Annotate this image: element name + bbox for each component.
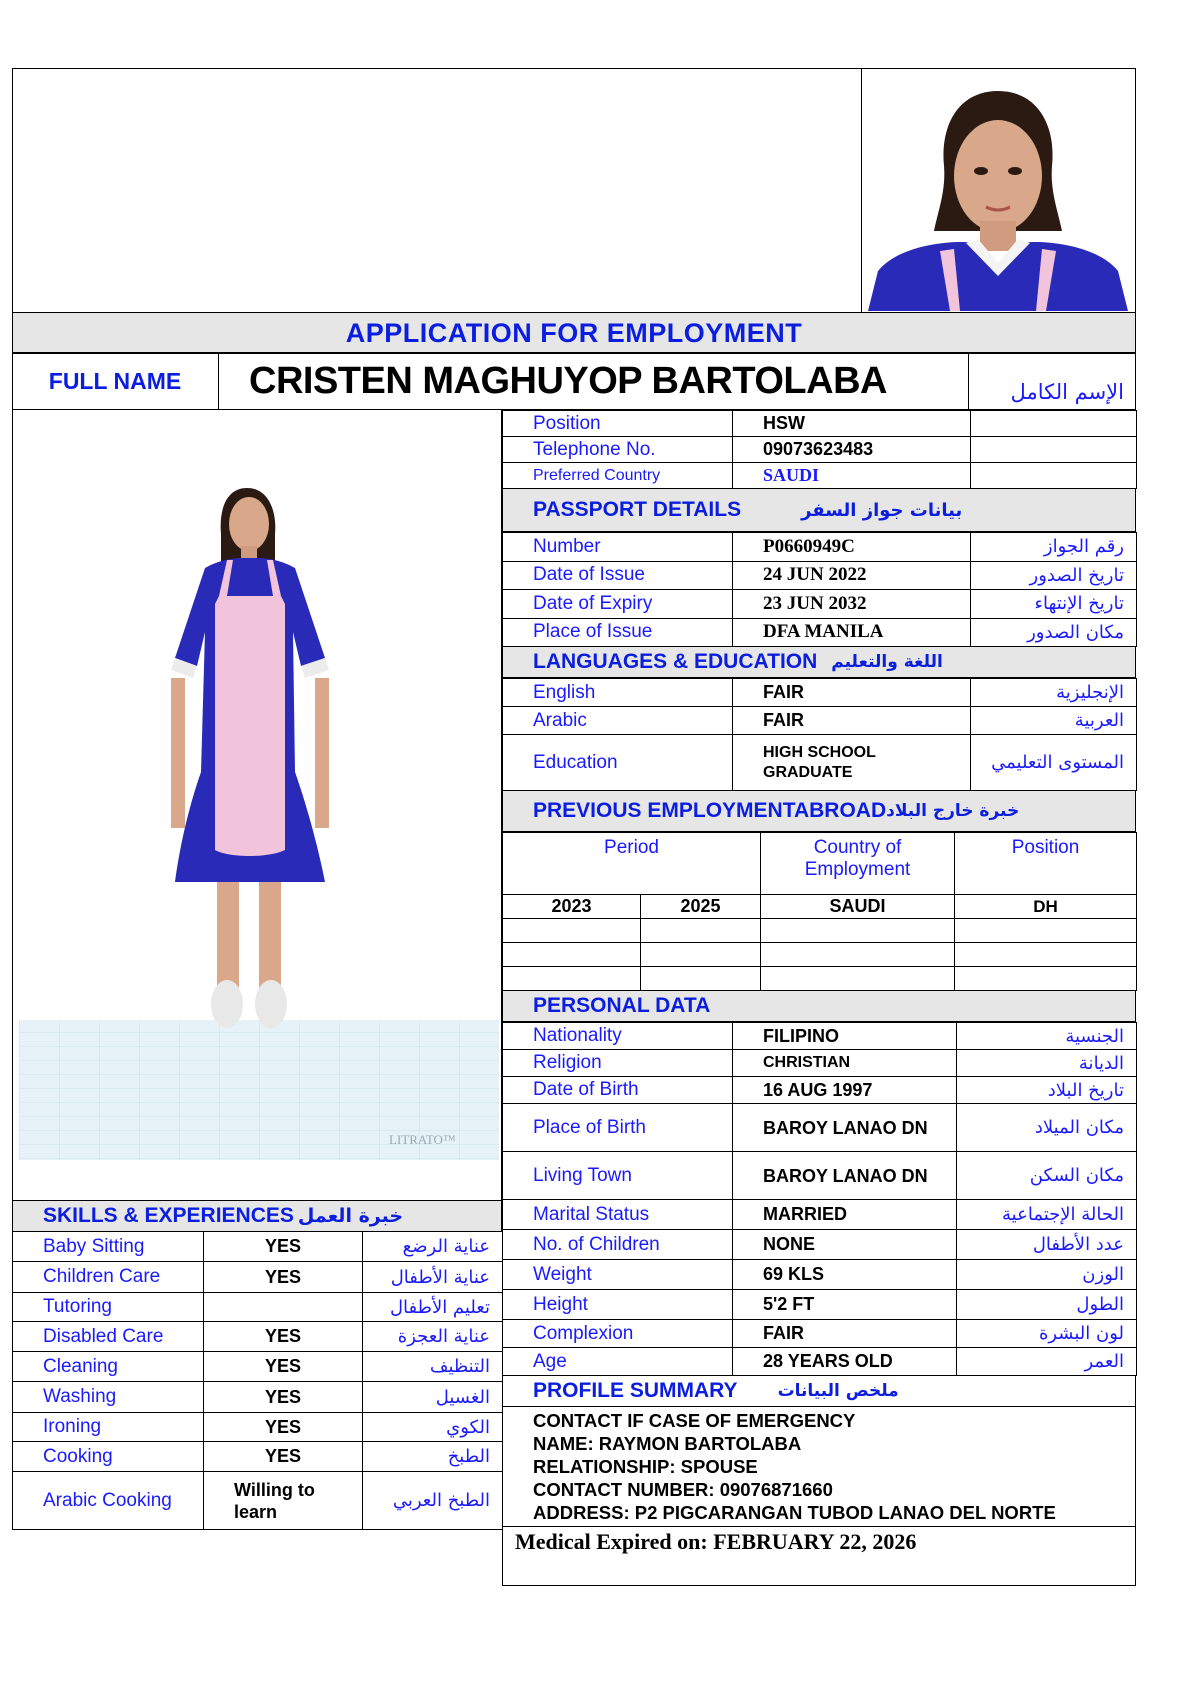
employment-country: SAUDI <box>761 895 955 919</box>
passport-row <box>503 533 1137 562</box>
passport-heading-ar: بيانات جواز السفر <box>801 499 963 521</box>
info-row <box>503 411 1137 437</box>
col-position: Position <box>955 833 1137 895</box>
skill-label: Children Care <box>13 1262 204 1293</box>
medical-expiry: Medical Expired on: FEBRUARY 22, 2026 <box>515 1529 917 1554</box>
passport-label: Date of Expiry <box>503 590 733 619</box>
language-label-ar: العربية <box>971 707 1137 735</box>
personal-label-ar: مكان السكن <box>957 1152 1137 1200</box>
personal-row <box>503 1077 1137 1104</box>
language-row <box>503 707 1137 735</box>
employment-empty-cell <box>503 967 641 991</box>
personal-row <box>503 1320 1137 1348</box>
personal-label: Weight <box>503 1260 733 1290</box>
personal-row <box>503 1104 1137 1152</box>
employment-heading <box>502 791 1136 832</box>
passport-value: P0660949C <box>733 533 971 562</box>
skill-value: YES <box>204 1382 363 1413</box>
profile-line: CONTACT NUMBER: 09076871660 <box>533 1479 833 1500</box>
personal-value: CHRISTIAN <box>733 1050 957 1077</box>
skill-label: Arabic Cooking <box>13 1472 204 1530</box>
employment-empty-cell <box>761 919 955 943</box>
info-value: SAUDI <box>733 463 971 489</box>
info-label: Position <box>503 411 733 437</box>
skill-label-ar: الكوي <box>363 1413 503 1442</box>
languages-table <box>502 678 1137 791</box>
info-empty <box>971 437 1137 463</box>
employment-empty-row <box>503 943 1137 967</box>
employment-heading-en: PREVIOUS EMPLOYMENTABROAD <box>533 799 887 822</box>
personal-label-ar: العمر <box>957 1348 1137 1376</box>
passport-heading-en: PASSPORT DETAILS <box>533 498 742 521</box>
headshot-photo <box>868 71 1128 311</box>
personal-label: Age <box>503 1348 733 1376</box>
personal-label-ar: الحالة الإجتماعية <box>957 1200 1137 1230</box>
profile-line: CONTACT IF CASE OF EMERGENCY <box>533 1410 856 1431</box>
personal-value: 28 YEARS OLD <box>733 1348 957 1376</box>
info-label: Telephone No. <box>503 437 733 463</box>
personal-value: 5'2 FT <box>733 1290 957 1320</box>
personal-label-ar: الديانة <box>957 1050 1137 1077</box>
personal-label-ar: الطول <box>957 1290 1137 1320</box>
full-name-label-ar: الإسم الكامل <box>968 352 1136 410</box>
skill-label: Washing <box>13 1382 204 1413</box>
skills-heading <box>12 1200 502 1231</box>
profile-summary-box <box>502 1407 1136 1527</box>
skill-label-ar: عناية العجزة <box>363 1322 503 1352</box>
skills-heading-ar: خبرة العمل <box>297 1205 404 1227</box>
skill-value <box>204 1293 363 1322</box>
employment-empty-cell <box>761 943 955 967</box>
passport-heading <box>502 489 1136 532</box>
language-label: Education <box>503 735 733 791</box>
profile-heading <box>502 1376 1136 1407</box>
col-period: Period <box>503 833 761 895</box>
personal-row <box>503 1200 1137 1230</box>
passport-label: Date of Issue <box>503 561 733 590</box>
language-label-ar: الإنجليزية <box>971 679 1137 707</box>
personal-label-ar: لون البشرة <box>957 1320 1137 1348</box>
personal-row <box>503 1050 1137 1077</box>
headshot-frame <box>861 68 1136 314</box>
personal-value: BAROY LANAO DN <box>733 1152 957 1200</box>
languages-heading-ar: اللغة والتعليم <box>831 652 943 672</box>
page-title: APPLICATION FOR EMPLOYMENT <box>345 317 803 348</box>
passport-table <box>502 532 1137 647</box>
info-empty <box>971 463 1137 489</box>
employment-empty-row <box>503 967 1137 991</box>
skills-table <box>12 1231 503 1530</box>
full-body-photo <box>19 472 499 1172</box>
skill-value: YES <box>204 1262 363 1293</box>
profile-line: NAME: RAYMON BARTOLABA <box>533 1433 802 1454</box>
personal-value: 69 KLS <box>733 1260 957 1290</box>
employment-empty-cell <box>761 967 955 991</box>
info-row <box>503 437 1137 463</box>
personal-label: Complexion <box>503 1320 733 1348</box>
language-row <box>503 735 1137 791</box>
skill-row <box>13 1413 503 1442</box>
passport-label: Number <box>503 533 733 562</box>
employment-empty-row <box>503 919 1137 943</box>
skill-label-ar: عناية الرضع <box>363 1232 503 1262</box>
employment-empty-cell <box>503 943 641 967</box>
personal-value: BAROY LANAO DN <box>733 1104 957 1152</box>
personal-row <box>503 1152 1137 1200</box>
languages-heading-en: LANGUAGES & EDUCATION <box>533 650 818 673</box>
employment-empty-cell <box>641 967 761 991</box>
language-row <box>503 679 1137 707</box>
employment-empty-cell <box>641 919 761 943</box>
info-value: 09073623483 <box>733 437 971 463</box>
profile-line: RELATIONSHIP: SPOUSE <box>533 1456 758 1477</box>
skill-row <box>13 1262 503 1293</box>
personal-row <box>503 1260 1137 1290</box>
personal-label: Place of Birth <box>503 1104 733 1152</box>
personal-label: Nationality <box>503 1023 733 1050</box>
info-value: HSW <box>733 411 971 437</box>
employment-empty-cell <box>955 967 1137 991</box>
skill-label: Ironing <box>13 1413 204 1442</box>
skill-row <box>13 1293 503 1322</box>
body-photo-frame <box>12 410 502 1200</box>
passport-label: Place of Issue <box>503 618 733 647</box>
employment-row <box>503 895 1137 919</box>
employment-from: 2023 <box>503 895 641 919</box>
skill-value: YES <box>204 1352 363 1382</box>
skill-value: YES <box>204 1322 363 1352</box>
skill-label: Cooking <box>13 1442 204 1472</box>
skill-label: Baby Sitting <box>13 1232 204 1262</box>
employment-heading-ar: خبرة خارج البلاد <box>886 801 1020 821</box>
employment-empty-cell <box>503 919 641 943</box>
skill-row <box>13 1232 503 1262</box>
personal-label-ar: تاريخ البلاد <box>957 1077 1137 1104</box>
passport-row <box>503 561 1137 590</box>
personal-label: Religion <box>503 1050 733 1077</box>
full-name-label: FULL NAME <box>48 367 182 394</box>
employment-empty-cell <box>641 943 761 967</box>
personal-label-ar: الوزن <box>957 1260 1137 1290</box>
skill-label-ar: تعليم الأطفال <box>363 1293 503 1322</box>
skill-row <box>13 1352 503 1382</box>
passport-value: 23 JUN 2032 <box>733 590 971 619</box>
passport-value: 24 JUN 2022 <box>733 561 971 590</box>
skill-row <box>13 1442 503 1472</box>
skill-value: Willing to learn <box>204 1472 363 1530</box>
skill-label-ar: الطبخ <box>363 1442 503 1472</box>
medical-box <box>502 1527 1136 1586</box>
personal-label: No. of Children <box>503 1230 733 1260</box>
skill-value: YES <box>204 1413 363 1442</box>
personal-row <box>503 1348 1137 1376</box>
passport-row <box>503 590 1137 619</box>
passport-label-ar: تاريخ الصدور <box>971 561 1137 590</box>
skill-row <box>13 1322 503 1352</box>
skill-row <box>13 1382 503 1413</box>
personal-label: Height <box>503 1290 733 1320</box>
skills-section <box>12 1200 502 1530</box>
language-value: FAIR <box>733 707 971 735</box>
personal-label: Living Town <box>503 1152 733 1200</box>
personal-row <box>503 1023 1137 1050</box>
profile-heading-ar: ملخص البيانات <box>777 1381 899 1401</box>
col-country: Country of Employment <box>761 833 955 895</box>
info-empty <box>971 411 1137 437</box>
skills-heading-en: SKILLS & EXPERIENCES <box>43 1204 294 1227</box>
info-label: Preferred Country <box>503 463 733 489</box>
language-value: HIGH SCHOOL GRADUATE <box>733 735 971 791</box>
employment-empty-cell <box>955 919 1137 943</box>
passport-label-ar: رقم الجواز <box>971 533 1137 562</box>
personal-value: FAIR <box>733 1320 957 1348</box>
personal-value: MARRIED <box>733 1200 957 1230</box>
title-bar <box>12 312 1136 354</box>
personal-label-ar: الجنسية <box>957 1023 1137 1050</box>
personal-label-ar: مكان الميلاد <box>957 1104 1137 1152</box>
personal-label-ar: عدد الأطفال <box>957 1230 1137 1260</box>
photo-watermark: LITRATO™ <box>389 1132 456 1147</box>
passport-label-ar: تاريخ الإنتهاء <box>971 590 1137 619</box>
full-name-value: CRISTEN MAGHUYOP BARTOLABA <box>218 352 968 410</box>
language-value: FAIR <box>733 679 971 707</box>
skill-label-ar: التنظيف <box>363 1352 503 1382</box>
profile-heading-en: PROFILE SUMMARY <box>533 1379 738 1402</box>
employment-to: 2025 <box>641 895 761 919</box>
passport-label-ar: مكان الصدور <box>971 618 1137 647</box>
personal-value: FILIPINO <box>733 1023 957 1050</box>
personal-table <box>502 1022 1137 1376</box>
info-row <box>503 463 1137 489</box>
passport-row <box>503 618 1137 647</box>
employment-empty-cell <box>955 943 1137 967</box>
skill-label-ar: الغسيل <box>363 1382 503 1413</box>
skill-value: YES <box>204 1442 363 1472</box>
language-label: Arabic <box>503 707 733 735</box>
personal-value: NONE <box>733 1230 957 1260</box>
personal-row <box>503 1230 1137 1260</box>
skill-label: Disabled Care <box>13 1322 204 1352</box>
skill-label-ar: عناية الأطفال <box>363 1262 503 1293</box>
personal-heading-en: PERSONAL DATA <box>533 994 711 1017</box>
skill-label: Cleaning <box>13 1352 204 1382</box>
personal-value: 16 AUG 1997 <box>733 1077 957 1104</box>
personal-label: Date of Birth <box>503 1077 733 1104</box>
personal-heading <box>502 991 1136 1022</box>
employment-position: DH <box>955 895 1137 919</box>
passport-value: DFA MANILA <box>733 618 971 647</box>
top-info-table <box>502 410 1137 489</box>
language-label-ar: المستوى التعليمي <box>971 735 1137 791</box>
profile-line: ADDRESS: P2 PIGCARANGAN TUBOD LANAO DEL NORTE <box>533 1502 1056 1523</box>
skill-label-ar: الطبخ العربي <box>363 1472 503 1530</box>
employment-table <box>502 832 1137 991</box>
personal-row <box>503 1290 1137 1320</box>
language-label: English <box>503 679 733 707</box>
skill-value: YES <box>204 1232 363 1262</box>
right-column <box>502 410 1136 1586</box>
languages-heading <box>502 647 1136 678</box>
skill-row <box>13 1472 503 1530</box>
personal-label: Marital Status <box>503 1200 733 1230</box>
skill-label: Tutoring <box>13 1293 204 1322</box>
